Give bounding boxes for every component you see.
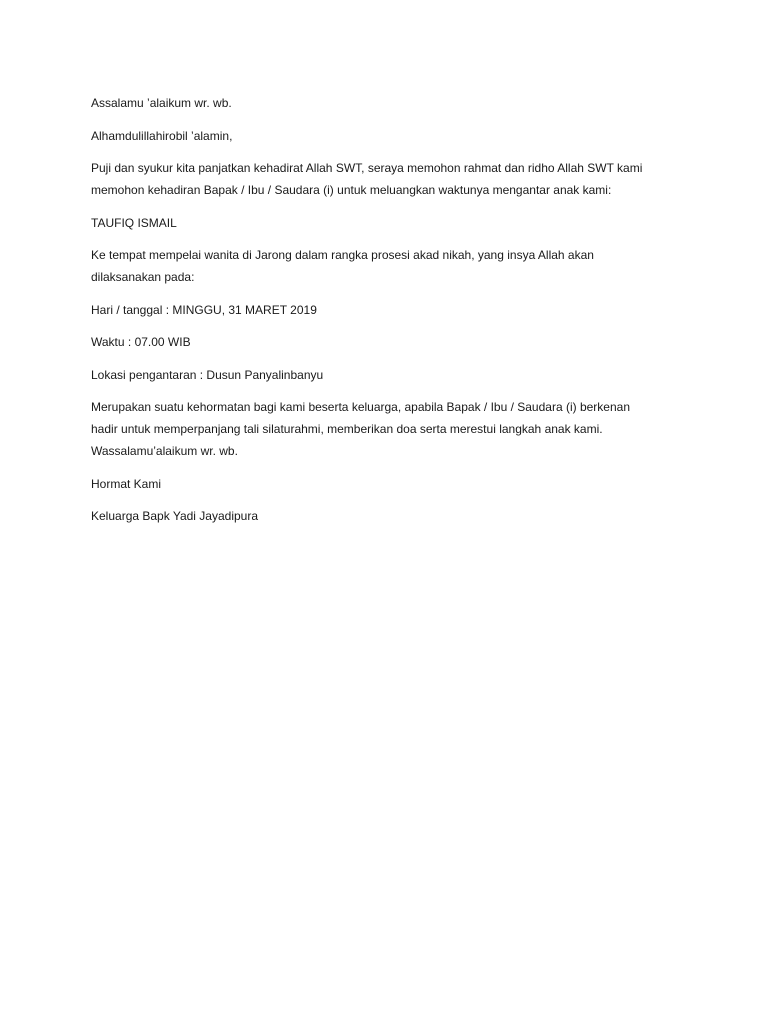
paragraph-intro — [91, 157, 691, 201]
signature: Keluarga Bapk Yadi Jayadipura — [91, 509, 259, 523]
paragraph-closing-line-3: Wassalamu’alaikum wr. wb. — [91, 444, 238, 458]
greeting: Assalamu ’alaikum wr. wb. — [91, 96, 232, 110]
closing-line: Hormat Kami — [91, 476, 162, 491]
time-line: Waktu : 07.00 WIB — [91, 335, 191, 349]
paragraph-intro-line-2: memohon kehadiran Bapak / Ibu / Saudara (i) untuk meluangkan waktunya mengantar anak kami: — [91, 183, 612, 197]
location-line: Lokasi pengantaran : Dusun Panyalinbanyu — [91, 367, 324, 382]
paragraph-closing — [91, 396, 691, 462]
groom-name: TAUFIQ ISMAIL — [91, 215, 177, 230]
paragraph-destination-line-1: Ke tempat mempelai wanita di Jarong dalam rangka prosesi akad nikah, yang insya Allah akan — [91, 248, 594, 262]
paragraph-closing-line-1: Merupakan suatu kehormatan bagi kami beserta keluarga, apabila Bapak / Ibu / Saudara (i) berkenan — [91, 400, 630, 414]
date-line: Hari / tanggal : MINGGU, 31 MARET 2019 — [91, 302, 317, 317]
opening-line: Alhamdulillahirobil ’alamin, — [91, 128, 233, 143]
letter-body — [91, 92, 691, 538]
paragraph-destination — [91, 244, 691, 288]
paragraph-intro-line-1: Puji dan syukur kita panjatkan kehadirat Allah SWT, seraya memohon rahmat dan ridho Allah SWT kami — [91, 161, 643, 175]
paragraph-destination-line-2: dilaksanakan pada: — [91, 270, 195, 284]
paragraph-closing-line-2: hadir untuk memperpanjang tali silaturahmi, memberikan doa serta merestui langkah anak kami. — [91, 422, 603, 436]
